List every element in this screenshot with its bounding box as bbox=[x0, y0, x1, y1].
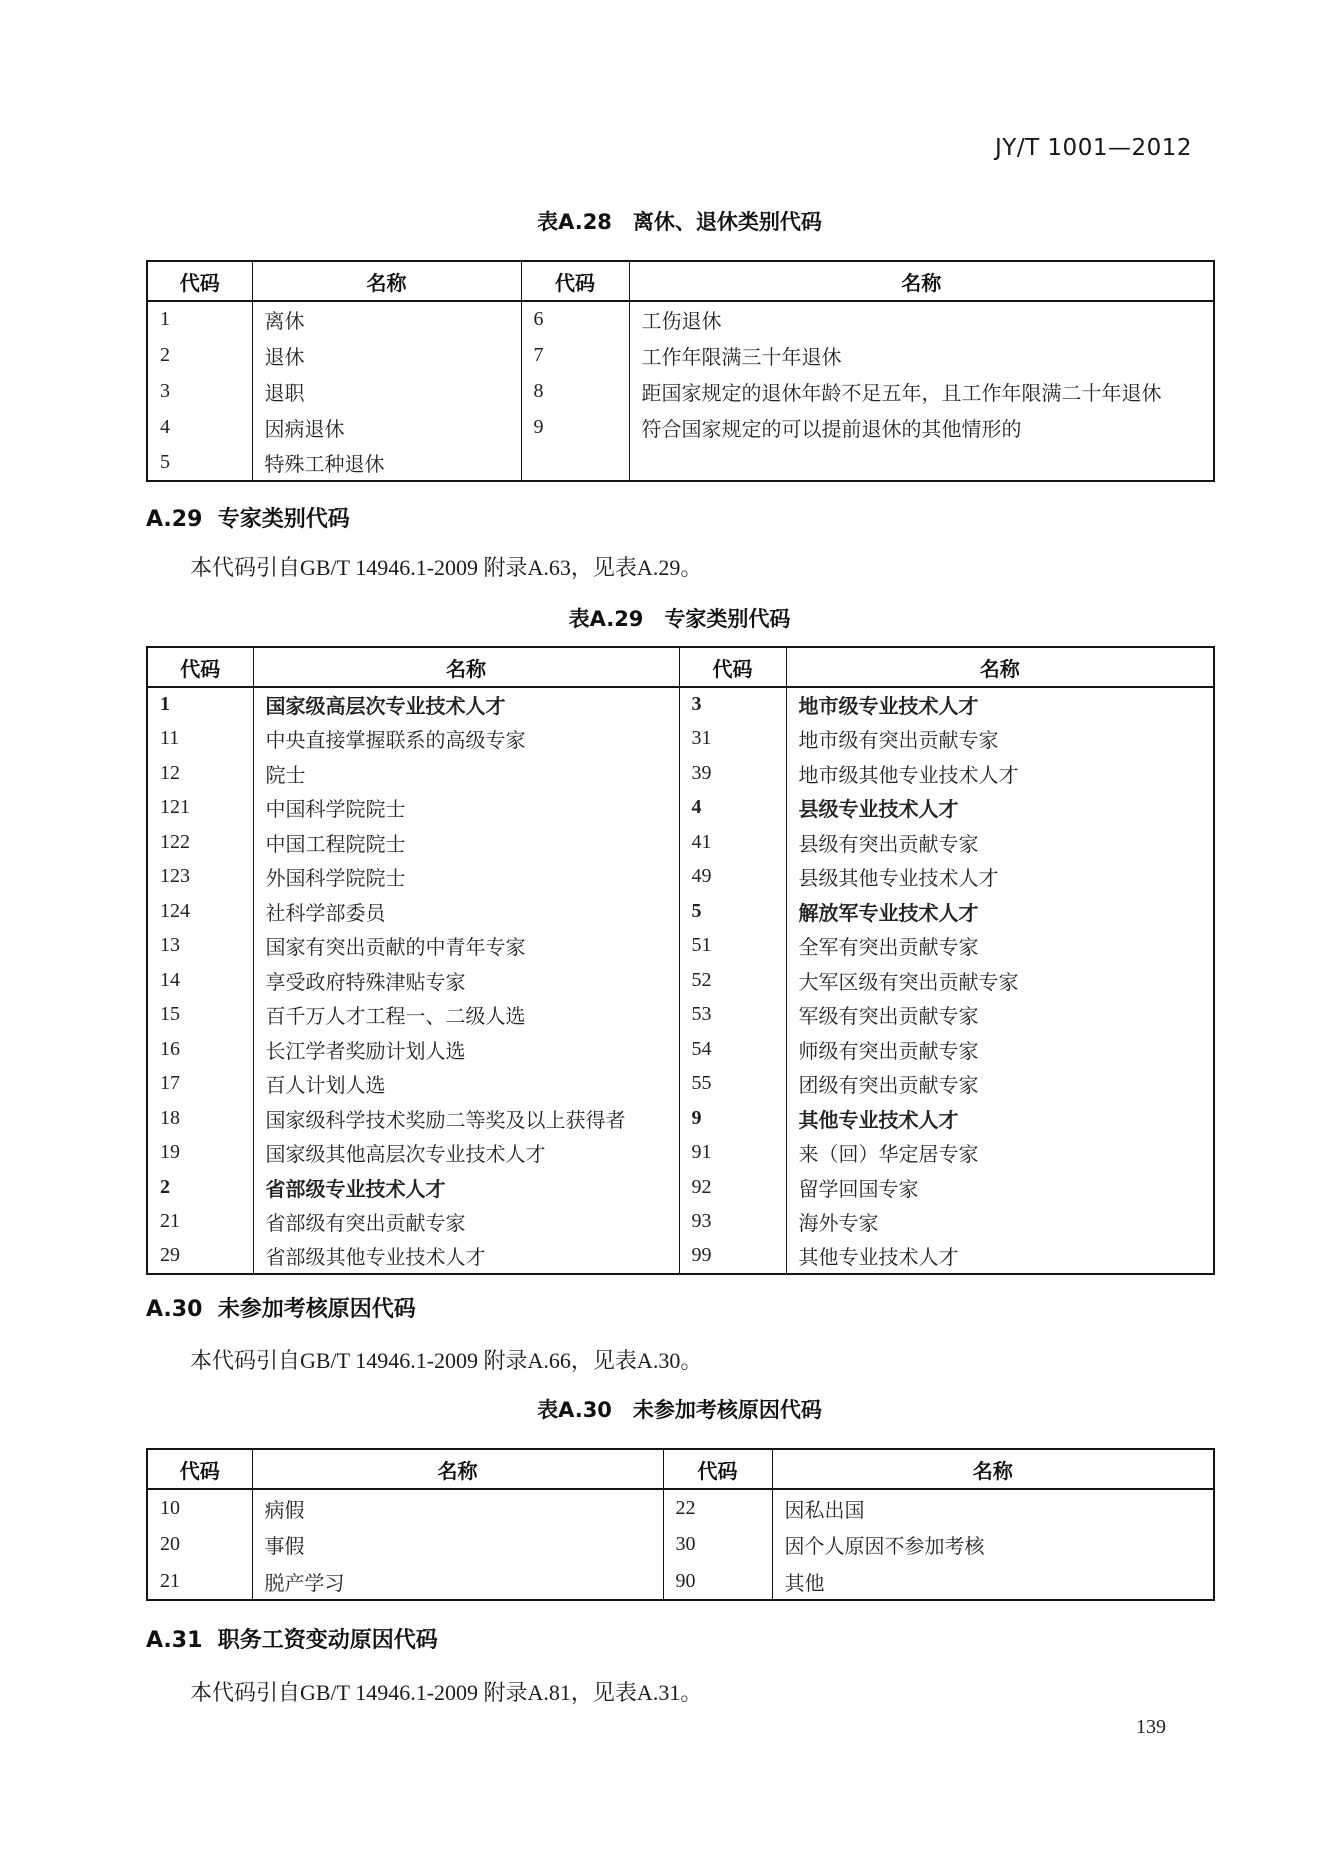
page-number: 139 bbox=[1136, 1716, 1166, 1738]
name-cell: 留学回国专家 bbox=[786, 1170, 1214, 1205]
table-row bbox=[147, 1170, 1214, 1205]
code-cell: 124 bbox=[160, 899, 190, 922]
name-cell: 师级有突出贡献专家 bbox=[786, 1032, 1214, 1067]
table-row bbox=[147, 929, 1214, 964]
name-cell: 院士 bbox=[253, 756, 679, 791]
table-header-row bbox=[147, 647, 1214, 687]
column-header-name: 名称 bbox=[253, 647, 679, 687]
table-a28 bbox=[146, 260, 1215, 482]
name-cell: 符合国家规定的可以提前退休的其他情形的 bbox=[629, 409, 1214, 445]
code-cell: 31 bbox=[679, 722, 786, 757]
code-cell: 91 bbox=[679, 1136, 786, 1171]
code-cell: 49 bbox=[679, 860, 786, 895]
table-a29-title: 表A.29 专家类别代码 bbox=[568, 607, 791, 631]
column-header-name: 名称 bbox=[252, 1449, 663, 1489]
table-row bbox=[147, 445, 1214, 481]
name-cell: 国家有突出贡献的中青年专家 bbox=[253, 929, 679, 964]
name-cell: 省部级其他专业技术人才 bbox=[253, 1239, 679, 1274]
section-a30-heading: A.30 未参加考核原因代码 bbox=[146, 1297, 416, 1322]
name-cell: 退休 bbox=[252, 337, 521, 373]
doc-code-header: JY/T 1001—2012 bbox=[994, 135, 1192, 161]
table-row bbox=[147, 963, 1214, 998]
code-cell bbox=[521, 445, 629, 481]
code-cell: 2 bbox=[160, 343, 170, 366]
name-cell: 解放军专业技术人才 bbox=[786, 894, 1214, 929]
name-cell: 外国科学院院士 bbox=[253, 860, 679, 895]
name-cell: 因个人原因不参加考核 bbox=[772, 1526, 1214, 1563]
code-cell: 7 bbox=[521, 337, 629, 373]
table-row bbox=[147, 1205, 1214, 1240]
name-cell: 县级其他专业技术人才 bbox=[786, 860, 1214, 895]
table-a28-title: 表A.28 离休、退休类别代码 bbox=[537, 210, 822, 234]
name-cell: 脱产学习 bbox=[252, 1563, 663, 1600]
name-cell: 省部级专业技术人才 bbox=[253, 1170, 679, 1205]
column-header-code: 代码 bbox=[147, 1449, 252, 1489]
table-header-row bbox=[147, 261, 1214, 301]
code-cell: 54 bbox=[679, 1032, 786, 1067]
code-cell: 20 bbox=[160, 1533, 180, 1555]
code-cell: 6 bbox=[521, 301, 629, 337]
table-row bbox=[147, 409, 1214, 445]
column-header-code: 代码 bbox=[521, 261, 629, 301]
code-cell: 5 bbox=[679, 894, 786, 929]
code-cell: 3 bbox=[679, 687, 786, 722]
name-cell: 国家级其他高层次专业技术人才 bbox=[253, 1136, 679, 1171]
section-a31-paragraph: 本代码引自GB/T 14946.1-2009 附录A.81，见表A.31。 bbox=[190, 1680, 703, 1705]
section-a29-heading: A.29 专家类别代码 bbox=[146, 507, 350, 532]
name-cell: 国家级高层次专业技术人才 bbox=[253, 687, 679, 722]
section-a30-paragraph: 本代码引自GB/T 14946.1-2009 附录A.66，见表A.30。 bbox=[190, 1348, 703, 1373]
name-cell: 团级有突出贡献专家 bbox=[786, 1067, 1214, 1102]
name-cell: 事假 bbox=[252, 1526, 663, 1563]
column-header-code: 代码 bbox=[147, 647, 253, 687]
code-cell: 99 bbox=[679, 1239, 786, 1274]
name-cell: 离休 bbox=[252, 301, 521, 337]
section-a29-paragraph: 本代码引自GB/T 14946.1-2009 附录A.63，见表A.29。 bbox=[190, 555, 703, 580]
name-cell: 省部级有突出贡献专家 bbox=[253, 1205, 679, 1240]
table-row bbox=[147, 1526, 1214, 1563]
name-cell bbox=[629, 445, 1214, 481]
code-cell: 19 bbox=[160, 1141, 180, 1164]
table-row bbox=[147, 791, 1214, 826]
name-cell: 享受政府特殊津贴专家 bbox=[253, 963, 679, 998]
name-cell: 国家级科学技术奖励二等奖及以上获得者 bbox=[253, 1101, 679, 1136]
column-header-name: 名称 bbox=[786, 647, 1214, 687]
name-cell: 中央直接掌握联系的高级专家 bbox=[253, 722, 679, 757]
table-row bbox=[147, 894, 1214, 929]
code-cell: 4 bbox=[679, 791, 786, 826]
code-cell: 13 bbox=[160, 934, 180, 957]
code-cell: 2 bbox=[160, 1175, 170, 1198]
code-cell: 5 bbox=[160, 451, 170, 473]
code-cell: 55 bbox=[679, 1067, 786, 1102]
code-cell: 21 bbox=[160, 1569, 180, 1592]
table-row bbox=[147, 998, 1214, 1033]
table-row bbox=[147, 825, 1214, 860]
table-row bbox=[147, 301, 1214, 337]
name-cell: 其他专业技术人才 bbox=[786, 1239, 1214, 1274]
table-row bbox=[147, 1032, 1214, 1067]
name-cell: 地市级有突出贡献专家 bbox=[786, 722, 1214, 757]
code-cell: 93 bbox=[679, 1205, 786, 1240]
name-cell: 军级有突出贡献专家 bbox=[786, 998, 1214, 1033]
name-cell: 长江学者奖励计划人选 bbox=[253, 1032, 679, 1067]
name-cell: 来（回）华定居专家 bbox=[786, 1136, 1214, 1171]
code-cell: 51 bbox=[679, 929, 786, 964]
code-cell: 21 bbox=[160, 1210, 180, 1233]
code-cell: 122 bbox=[160, 830, 190, 853]
column-header-name: 名称 bbox=[629, 261, 1214, 301]
code-cell: 22 bbox=[663, 1489, 772, 1526]
code-cell: 41 bbox=[679, 825, 786, 860]
code-cell: 4 bbox=[160, 415, 170, 438]
name-cell: 特殊工种退休 bbox=[252, 445, 521, 481]
code-cell: 14 bbox=[160, 968, 180, 991]
table-row bbox=[147, 1136, 1214, 1171]
table-a30 bbox=[146, 1448, 1215, 1601]
section-a31-heading: A.31 职务工资变动原因代码 bbox=[146, 1628, 438, 1653]
name-cell: 百人计划人选 bbox=[253, 1067, 679, 1102]
table-a30-title: 表A.30 未参加考核原因代码 bbox=[537, 1398, 822, 1422]
name-cell: 距国家规定的退休年龄不足五年，且工作年限满二十年退休 bbox=[629, 373, 1214, 409]
code-cell: 1 bbox=[160, 693, 170, 716]
table-row bbox=[147, 722, 1214, 757]
column-header-code: 代码 bbox=[147, 261, 252, 301]
code-cell: 10 bbox=[160, 1496, 180, 1519]
code-cell: 90 bbox=[663, 1563, 772, 1600]
code-cell: 9 bbox=[521, 409, 629, 445]
code-cell: 9 bbox=[679, 1101, 786, 1136]
column-header-name: 名称 bbox=[772, 1449, 1214, 1489]
code-cell: 29 bbox=[160, 1244, 180, 1267]
column-header-code: 代码 bbox=[663, 1449, 772, 1489]
column-header-name: 名称 bbox=[252, 261, 521, 301]
table-row bbox=[147, 337, 1214, 373]
name-cell: 退职 bbox=[252, 373, 521, 409]
name-cell: 中国科学院院士 bbox=[253, 791, 679, 826]
code-cell: 15 bbox=[160, 1003, 180, 1026]
code-cell: 121 bbox=[160, 796, 190, 819]
table-row bbox=[147, 1067, 1214, 1102]
code-cell: 11 bbox=[160, 727, 180, 750]
name-cell: 全军有突出贡献专家 bbox=[786, 929, 1214, 964]
code-cell: 8 bbox=[521, 373, 629, 409]
name-cell: 其他 bbox=[772, 1563, 1214, 1600]
name-cell: 大军区级有突出贡献专家 bbox=[786, 963, 1214, 998]
name-cell: 因私出国 bbox=[772, 1489, 1214, 1526]
name-cell: 县级专业技术人才 bbox=[786, 791, 1214, 826]
table-row bbox=[147, 1239, 1214, 1274]
name-cell: 地市级专业技术人才 bbox=[786, 687, 1214, 722]
table-a29 bbox=[146, 646, 1215, 1275]
code-cell: 18 bbox=[160, 1106, 180, 1129]
name-cell: 因病退休 bbox=[252, 409, 521, 445]
code-cell: 123 bbox=[160, 865, 190, 888]
name-cell: 其他专业技术人才 bbox=[786, 1101, 1214, 1136]
table-row bbox=[147, 1563, 1214, 1600]
table-row bbox=[147, 756, 1214, 791]
table-row bbox=[147, 373, 1214, 409]
code-cell: 12 bbox=[160, 761, 180, 784]
column-header-code: 代码 bbox=[679, 647, 786, 687]
name-cell: 地市级其他专业技术人才 bbox=[786, 756, 1214, 791]
code-cell: 1 bbox=[160, 308, 170, 330]
table-row bbox=[147, 1489, 1214, 1526]
code-cell: 52 bbox=[679, 963, 786, 998]
code-cell: 3 bbox=[160, 379, 170, 402]
name-cell: 海外专家 bbox=[786, 1205, 1214, 1240]
name-cell: 中国工程院院士 bbox=[253, 825, 679, 860]
code-cell: 17 bbox=[160, 1072, 180, 1095]
name-cell: 病假 bbox=[252, 1489, 663, 1526]
table-row bbox=[147, 687, 1214, 722]
name-cell: 县级有突出贡献专家 bbox=[786, 825, 1214, 860]
name-cell: 百千万人才工程一、二级人选 bbox=[253, 998, 679, 1033]
name-cell: 社科学部委员 bbox=[253, 894, 679, 929]
code-cell: 53 bbox=[679, 998, 786, 1033]
name-cell: 工伤退休 bbox=[629, 301, 1214, 337]
table-row bbox=[147, 1101, 1214, 1136]
name-cell: 工作年限满三十年退休 bbox=[629, 337, 1214, 373]
table-header-row bbox=[147, 1449, 1214, 1489]
code-cell: 92 bbox=[679, 1170, 786, 1205]
code-cell: 16 bbox=[160, 1037, 180, 1060]
table-row bbox=[147, 860, 1214, 895]
code-cell: 30 bbox=[663, 1526, 772, 1563]
code-cell: 39 bbox=[679, 756, 786, 791]
